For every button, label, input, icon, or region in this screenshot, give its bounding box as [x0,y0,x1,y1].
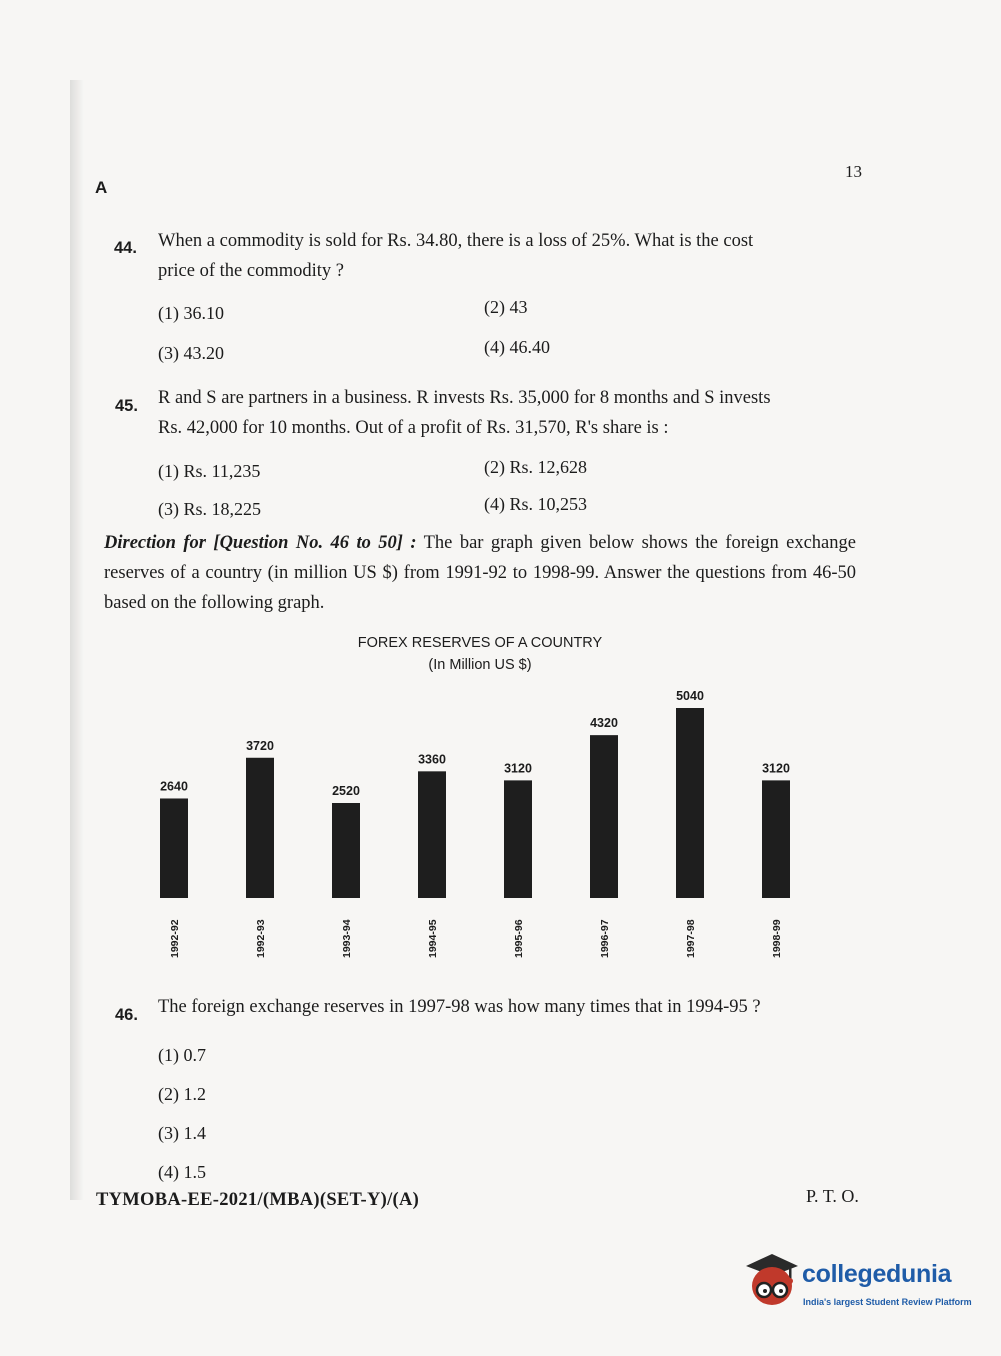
option-3: (3) 1.4 [158,1123,206,1143]
bar-1998-99 [762,780,790,898]
category-label-1994-95: 1994-95 [427,919,439,958]
question-number: 44. [114,239,137,257]
data-label-1997-98: 5040 [676,689,704,703]
category-label-1995-96: 1995-96 [513,919,525,958]
question-text-line-1: R and S are partners in a business. R invests Rs. 35,000 for 8 months and S invests [158,388,771,408]
page-edge-shadow [70,80,84,1200]
option-3: (3) 43.20 [158,343,224,363]
bar-1995-96 [504,780,532,898]
option-4: (4) Rs. 10,253 [484,494,587,514]
direction-text: The bar graph given below shows the foreign exchange reserves of a country (in million US $) from 1991-92 to 1998-99. Answer the questions from 46-50 based on the following graph. [104,533,856,613]
graduate-mascot-icon [742,1250,800,1312]
direction-label: Direction for [Question No. 46 to 50] : [104,533,417,553]
bar-1997-98 [676,708,704,898]
bar-1992-93 [246,758,274,898]
chart-title: FOREX RESERVES OF A COUNTRY [357,635,603,651]
data-label-1992-92: 2640 [160,779,188,794]
data-label-1998-99: 3120 [762,761,790,776]
category-label-1992-92: 1992-92 [169,919,181,958]
series-label: A [95,178,108,197]
bar-1993-94 [332,803,360,898]
option-2: (2) Rs. 12,628 [484,457,587,477]
brand-tagline: India's largest Student Review Platform [803,1297,972,1307]
data-label-1995-96: 3120 [504,761,532,776]
option-4: (4) 1.5 [158,1162,206,1182]
pto-label: P. T. O. [806,1186,859,1206]
option-4: (4) 46.40 [484,337,550,357]
direction-paragraph [104,528,856,618]
paper-code: TYMOBA-EE-2021/(MBA)(SET-Y)/(A) [96,1190,420,1210]
question-number: 46. [115,1006,138,1024]
option-1: (1) 36.10 [158,303,224,323]
chart-subtitle: (In Million US $) [428,657,532,673]
option-1: (1) 0.7 [158,1045,206,1065]
category-label-1996-97: 1996-97 [599,919,611,958]
data-label-1996-97: 4320 [590,716,618,731]
category-label-1997-98: 1997-98 [685,919,697,958]
category-label-1992-93: 1992-93 [255,919,267,958]
brand-name: collegedunia [802,1260,952,1288]
bar-1996-97 [590,735,618,898]
bar-1994-95 [418,771,446,898]
question-text-line-2: Rs. 42,000 for 10 months. Out of a profit of Rs. 31,570, R's share is : [158,418,669,438]
forex-bar-chart [140,680,840,970]
option-2: (2) 43 [484,297,528,317]
category-label-1998-99: 1998-99 [771,919,783,958]
question-text-line-2: price of the commodity ? [158,261,344,281]
question-text-line-1: When a commodity is sold for Rs. 34.80, there is a loss of 25%. What is the cost [158,231,754,251]
option-2: (2) 1.2 [158,1084,206,1104]
collegedunia-logo [742,1250,972,1312]
page-number: 13 [845,162,862,181]
data-label-1992-93: 3720 [246,738,274,753]
data-label-1993-94: 2520 [332,784,360,798]
question-text: The foreign exchange reserves in 1997-98 was how many times that in 1994-95 ? [158,997,761,1017]
option-1: (1) Rs. 11,235 [158,461,261,481]
data-label-1994-95: 3360 [418,752,446,767]
bar-1992-92 [160,798,188,898]
chart-title-block [330,632,630,676]
category-label-1993-94: 1993-94 [341,919,353,958]
option-3: (3) Rs. 18,225 [158,499,261,519]
question-number: 45. [115,397,138,415]
